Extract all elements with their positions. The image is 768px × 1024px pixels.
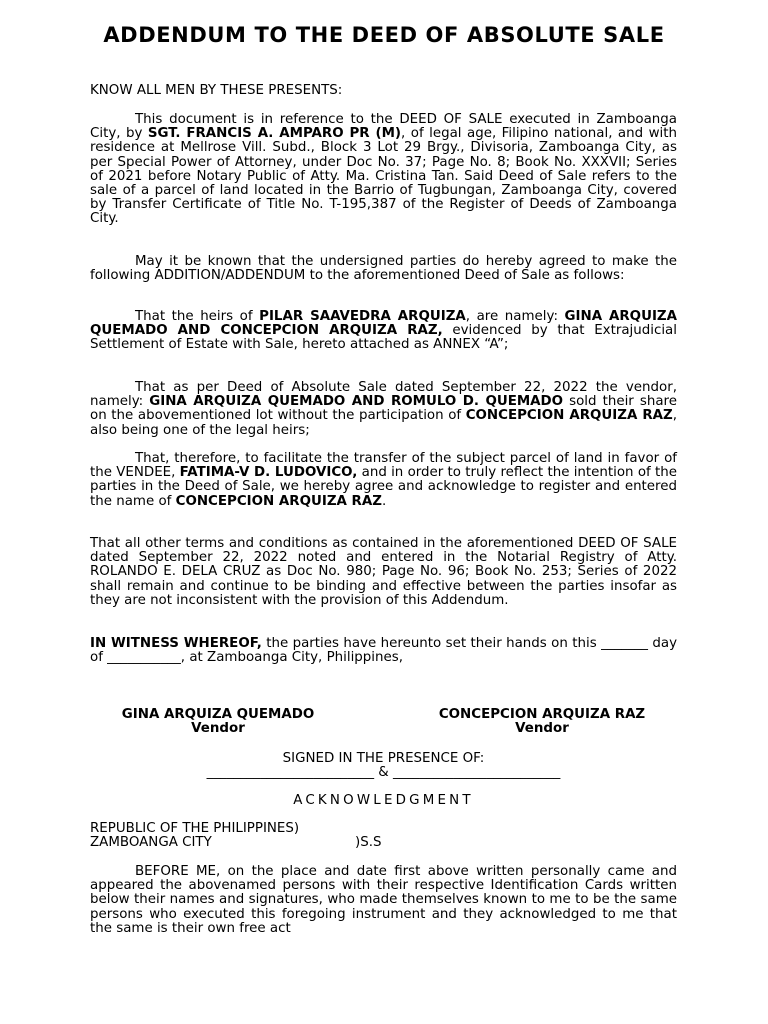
acknowledgment-heading: ACKNOWLEDGMENT — [293, 793, 474, 808]
paragraph-witness-whereof — [90, 637, 677, 665]
p1-name-bold: SGT. FRANCIS A. AMPARO PR (M) — [147, 126, 402, 142]
p5-text-e: . — [381, 493, 387, 509]
witness-heading: SIGNED IN THE PRESENCE OF: — [282, 751, 485, 766]
p5-vendee-bold: FATIMA-V D. LUDOVICO, — [179, 465, 358, 481]
p3-name-bold: PILAR SAAVEDRA ARQUIZA — [259, 309, 466, 324]
p3-text-c: , are namely: — [465, 309, 565, 324]
paragraph-terms: That all other terms and conditions as contained in the aforementioned DEED OF SALE dated September 22, 2022 noted and entered in the Notarial Registry of Atty. ROLANDO E. DELA CRUZ as Doc No. 980; Page No. 96; Book No. 253; Series of 2022 shall remain and continue to be binding and effective between the parties insofar as they are not inconsistent with the provision of this Addendum. — [90, 536, 677, 608]
p3-text-e: evidenced by that Extrajudicial Settlement of Estate with Sale, hereto attached as ANNEX “A”; — [90, 323, 677, 353]
signatory-name: CONCEPCION ARQUIZA RAZ — [438, 707, 646, 722]
signatory-block-2 — [402, 708, 682, 736]
p5-text-a: That, therefore, to facilitate the transfer of the subject parcel of land in favor of the VENDEE, — [90, 451, 677, 481]
signatory-block-1 — [78, 708, 358, 736]
venue-city: ZAMBOANGA CITY — [90, 835, 212, 851]
venue-ss: )S.S — [355, 835, 382, 851]
p1-text-c: , of legal age, Filipino national, and with residence at Mellrose Vill. Subd., Block 3 Lot 29 Brgy., Divisoria, Zamboanga City, as per Special Power of Attorney, under Doc No. 37; Page No. 8; Book No. XXXVII; Series of 2021 before Notary Public of Atty. Ma. Cristina Tan. Said Deed of Sale refers to the sale of a parcel of land located in the Barrio of Tugbungan, Zamboanga City, covered by Transfer Certificate of Title No. T-195,387 of the Register of Deeds of Zamboanga City. — [90, 126, 677, 227]
document-title: ADDENDUM TO THE DEED OF ABSOLUTE SALE — [103, 23, 665, 47]
p7-heading-bold: IN WITNESS WHEREOF, — [90, 636, 262, 651]
p7-text-b: the parties have hereunto set their hands on this _______ day of ___________, at Zamboanga City, Philippines, — [90, 636, 677, 666]
paragraph-vendor — [90, 381, 677, 438]
paragraph-transfer — [90, 452, 677, 509]
opening-line: KNOW ALL MEN BY THESE PRESENTS: — [90, 83, 343, 98]
p3-heirs-bold: GINA ARQUIZA QUEMADO AND CONCEPCION ARQUIZA RAZ, — [90, 309, 677, 339]
paragraph-heirs — [90, 310, 677, 353]
p4-heir-bold: CONCEPCION ARQUIZA RAZ — [465, 408, 673, 424]
witness-signature-lines: _________________________ & _________________________ — [206, 765, 561, 780]
p4-text-c: sold their share on the abovementioned lot without the participation of — [90, 394, 677, 424]
p4-vendors-bold: GINA ARQUIZA QUEMADO AND ROMULO D. QUEMADO — [149, 394, 564, 410]
signatory-role: Vendor — [515, 721, 569, 737]
paragraph-before-me: BEFORE ME, on the place and date first above written personally came and appeared the abovenamed persons with their respective Identification Cards written below their names and signatures, who made themselves known to me to be the same persons who executed this foregoing instrument and they acknowledged to me that the same is their own free act — [90, 864, 677, 936]
p5-text-c: and in order to truly reflect the intention of the parties in the Deed of Sale, we hereby agree and acknowledge to register and entered the name of — [90, 465, 677, 509]
signatory-name: GINA ARQUIZA QUEMADO — [121, 707, 315, 722]
p5-heir-bold: CONCEPCION ARQUIZA RAZ — [175, 493, 382, 509]
venue-block — [90, 822, 677, 850]
p4-text-a: That as per Deed of Absolute Sale dated September 22, 2022 the vendor, namely: — [90, 380, 677, 410]
p1-text-a: This document is in reference to the DEED OF SALE executed in Zamboanga City, by — [90, 112, 677, 142]
paragraph-reference — [90, 113, 677, 227]
paragraph-agreement: May it be known that the undersigned parties do hereby agreed to make the following ADDITION/ADDENDUM to the aforementioned Deed of Sale as follows: — [90, 254, 677, 284]
signatory-role: Vendor — [191, 721, 245, 737]
p4-text-e: , also being one of the legal heirs; — [90, 408, 677, 438]
venue-city-line — [90, 836, 677, 850]
p3-text-a: That the heirs of — [135, 309, 260, 324]
venue-republic: REPUBLIC OF THE PHILIPPINES) — [90, 821, 300, 836]
